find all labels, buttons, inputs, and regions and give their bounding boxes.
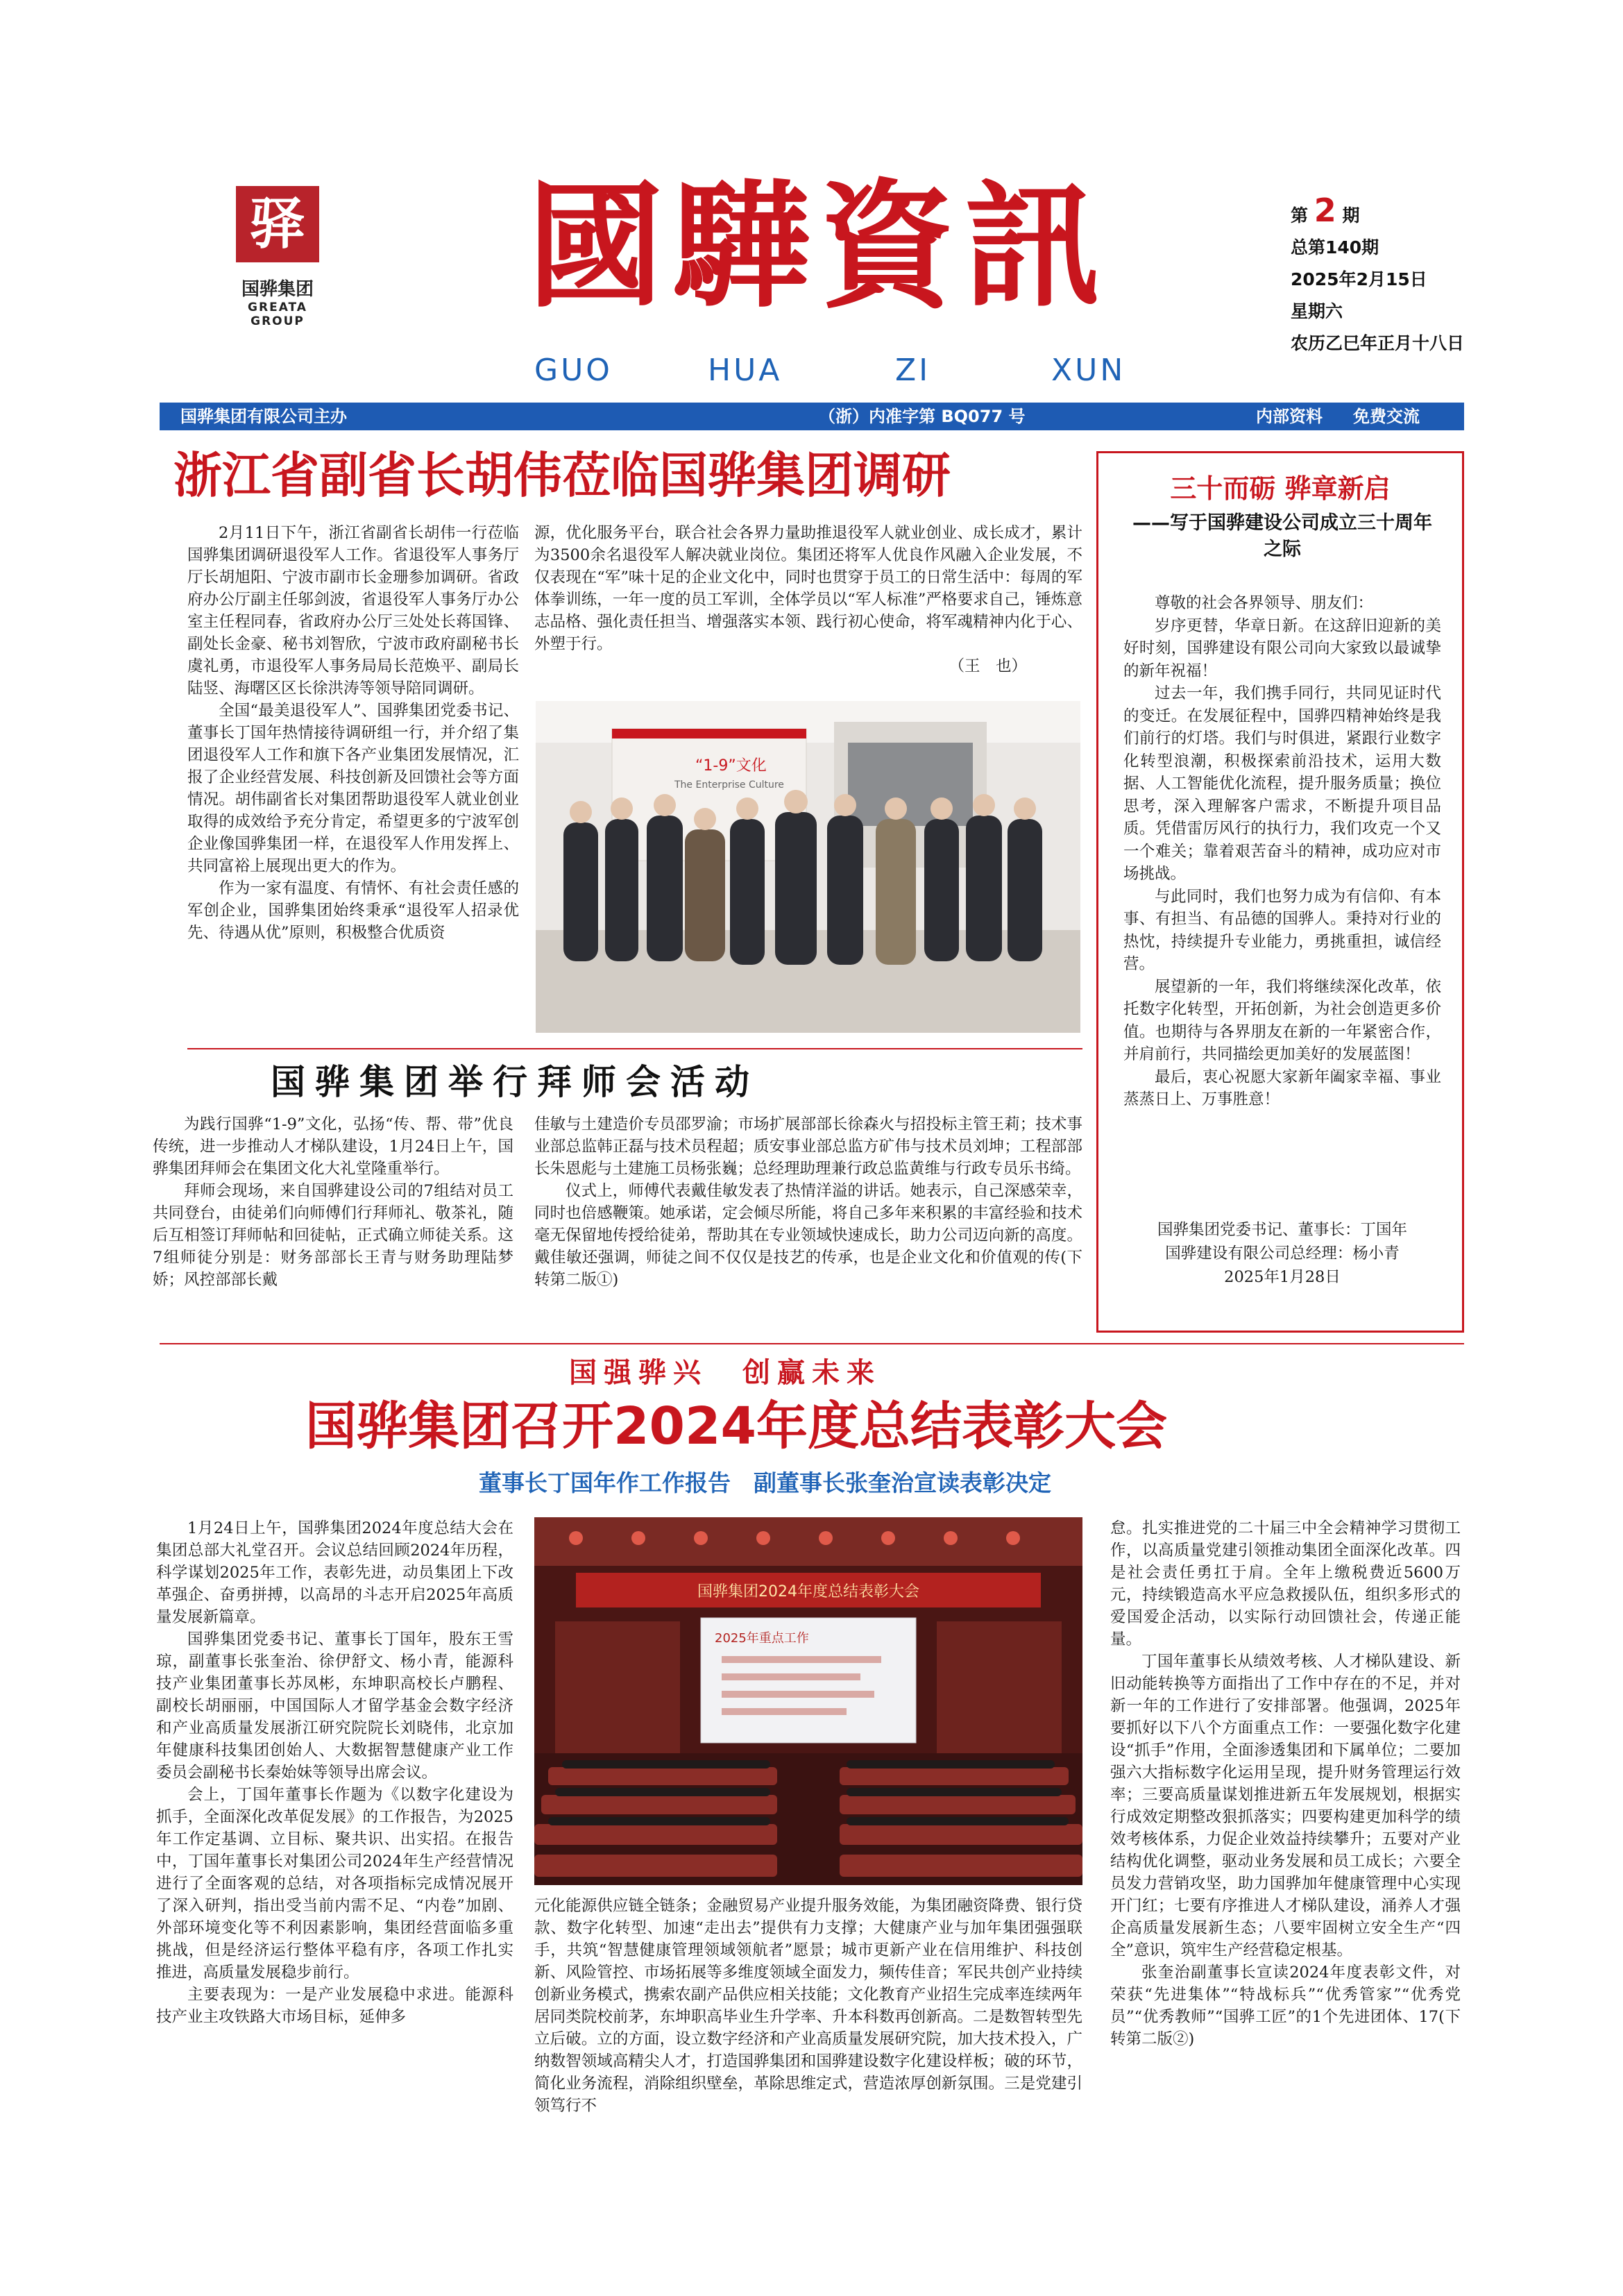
- paragraph: 全国“最美退役军人”、国骅集团党委书记、董事长丁国年热情接待调研组一行，并介绍了集团退役军人工作和旗下各产业集团发展情况，汇报了企业经营发展、科技创新及回馈社会等方面情况。胡伟副省长对集团帮助退役军人就业创业取得的成效给予充分肯定，希望更多的宁波军创企业像国骅集团一样，在退役军人作用发挥上、共同富裕上展现出更大的作为。: [187, 702, 519, 875]
- pinyin-word: GUO: [534, 353, 613, 388]
- signer-1: 国骅集团党委书记、董事长：丁国年: [1157, 1221, 1407, 1239]
- article1-author: （王 也）: [949, 657, 1027, 675]
- section-divider: [187, 1048, 1082, 1049]
- paragraph: 张奎治副董事长宣读2024年度表彰文件，对荣获“先进集体”“特战标兵”“优秀管家”“优秀党员”“优秀教师”“国骅工匠”的1个先进团体、17(下转第二版②): [1110, 1964, 1461, 2048]
- logo-english: GREATA GROUP: [248, 301, 307, 328]
- issue-info: [1291, 194, 1471, 360]
- free-note: 免费交流: [1353, 407, 1420, 426]
- article3-subhead: 董事长丁国年作工作报告 副董事长张奎治宣读表彰决定: [479, 1469, 1051, 1496]
- paragraph: 与此同时，我们也努力成为有信仰、有本事、有担当、有品德的国骅人。秉持对行业的热忱，持续提升专业能力，勇挑重担，诚信经营。: [1123, 887, 1441, 973]
- paragraph: 源，优化服务平台，联合社会各界力量助推退役军人就业创业、成长成才，累计为3500余名退役军人解决就业岗位。集团还将军人优良作风融入企业发展，不仅表现在“军”味十足的企业文化中，同时也贯穿于员工的日常生活中：每周的军体拳训练，一年一度的员工军训，全体学员以“军人标准”严格要求自己，锤炼意志品格、强化责任担当、增强落实本领、践行初心使命，将军魂精神内化于心、外塑于行。: [534, 524, 1082, 653]
- paragraph: 仪式上，师傅代表戴佳敏发表了热情洋溢的讲话。她表示，自己深感荣幸，同时也倍感鞭策。她承诺，定会倾尽所能，将自己多年来积累的丰富经验和技术毫无保留地传授给徒弟，帮助其在专业领域快速成长，助力公司迈向新的高度。戴佳敏还强调，师徒之间不仅仅是技艺的传承，也是企业文化和价值观的传(下转第二版①): [534, 1182, 1082, 1289]
- info-bar: [160, 403, 1464, 430]
- photo-visit-illustration: [536, 701, 1080, 1033]
- issue-number: [1291, 194, 1471, 232]
- sponsor-text: 国骅集团有限公司主办: [180, 407, 347, 426]
- paragraph: 2月11日下午，浙江省副省长胡伟一行莅临国骅集团调研退役军人工作。省退役军人事务厅厅长胡旭阳、宁波市副市长金珊参加调研。省政府办公厅副主任邬剑波，省退役军人事务厅办公室主任程同春，省政府办公厅三处处长蒋国锋、副处长金豪、秘书刘智欣，宁波市政府副秘书长虞礼勇，市退役军人事务局局长范焕平、副局长陆竖、海曙区区长徐洪涛等领导陪同调研。: [187, 524, 519, 698]
- paragraph: 主要表现为：一是产业发展稳中求进。能源科技产业主攻铁路大市场目标，延伸多: [156, 1986, 513, 2026]
- paragraph: 1月24日上午，国骅集团2024年度总结大会在集团总部大礼堂召开。会议总结回顾2024年历程，科学谋划2025年工作，表彰先进，动员集团上下改革强企、奋勇拼搏，以高昂的斗志开启2025年高质量发展新篇章。: [156, 1519, 513, 1626]
- article2-headline: 国骅集团举行拜师会活动: [271, 1062, 759, 1102]
- article2-col1: [153, 1113, 513, 1291]
- photo-sign-title: “1-9”文化: [695, 757, 767, 775]
- paragraph: 展望新的一年，我们将继续深化改革，依托数字化转型，开拓创新，为社会创造更多价值。也期待与各界朋友在新的一年紧密合作，并肩前行，共同描绘更加美好的发展蓝图！: [1123, 977, 1441, 1063]
- photo-screen-text: 2025年重点工作: [715, 1631, 809, 1646]
- pinyin-word: ZI: [895, 353, 931, 388]
- letter-title: 三十而砺 骅章新启: [1170, 473, 1391, 504]
- paragraph: 尊敬的社会各界领导、朋友们：: [1155, 594, 1374, 612]
- paragraph: 岁序更替，华章日新。在这辞旧迎新的美好时刻，国骅建设有限公司向大家致以最诚挚的新年祝福！: [1123, 616, 1441, 680]
- lunar-date: 农历乙巳年正月十八日: [1291, 333, 1465, 353]
- paragraph: 国骅集团党委书记、董事长丁国年，股东王雪琼，副董事长张奎治、徐伊舒文、杨小青，能源科技产业集团董事长苏凤彬，东坤职高校长卢鹏程、副校长胡丽丽，中国国际人才留学基金会数字经济和产业高质量发展浙江研究院院长刘晓伟，北京加年健康科技集团创始人、大数据智慧健康产业工作委员会副秘书长秦始妹等领导出席会议。: [156, 1630, 513, 1782]
- issue-suffix: 期: [1342, 205, 1360, 226]
- letter-signature: [1119, 1218, 1445, 1289]
- total-issue: 总第140期: [1291, 237, 1379, 258]
- section-divider: [160, 1343, 1464, 1344]
- paragraph: 元化能源供应链全链条；金融贸易产业提升服务效能，为集团融资降费、银行贷款、数字化转型、加速“走出去”提供有力支撑；大健康产业与加年集团强强联手，共筑“智慧健康管理领域领航者”愿景；城市更新产业在信用维护、科技创新、风险管控、市场拓展等多维度领域全面发力，频传佳音；军民共创产业持续创新业务模式，携索农副产品供应相关技能；文化教育产业招生完成率连续两年居同类院校前茅，东坤职高毕业生升学率、升本科数再创新高。二是数智转型先立后破。立的方面，设立数字经济和产业高质量发展研究院，加大技术投入，广纳数智领域高精尖人才，打造国骅集团和国骅建设数字化建设样板；破的环节，简化业务流程，消除组织壁垒，革除思维定式，营造浓厚创新氛围。三是党建引领笃行不: [534, 1897, 1082, 2115]
- title-pinyin: [534, 353, 1145, 387]
- newspaper-title: 國驊資訊: [527, 167, 1110, 326]
- article2-col2: [534, 1113, 1082, 1291]
- issue-no: 2: [1314, 192, 1336, 229]
- article3-kicker: 国强骅兴 创赢未来: [569, 1357, 881, 1389]
- paragraph: 过去一年，我们携手同行，共同见证时代的变迁。在发展征程中，国骅四精神始终是我们前行的灯塔。我们与时俱进，紧跟行业数字化转型浪潮，积极探索前沿技术，运用大数据、人工智能优化流程，提升服务质量；换位思考，深入理解客户需求，不断提升项目品质。凭借雷厉风行的执行力，我们攻克一个又一个难关；靠着艰苦奋斗的精神，成功应对市场挑战。: [1123, 684, 1441, 883]
- article3-col2: [534, 1895, 1082, 2117]
- new-year-letter-box: [1096, 451, 1464, 1333]
- photo-banner-text: 国骅集团2024年度总结表彰大会: [697, 1583, 919, 1601]
- letter-body: [1123, 592, 1441, 1111]
- photo-meeting-illustration: [534, 1517, 1082, 1885]
- article1-headline: 浙江省副省长胡伟莅临国骅集团调研: [173, 447, 951, 504]
- paragraph: 为践行国骅“1-9”文化，弘扬“传、帮、带”优良传统，进一步推动人才梯队建设，1月24日上午，国骅集团拜师会在集团文化大礼堂隆重举行。: [153, 1115, 513, 1178]
- internal-note: 内部资料: [1256, 407, 1323, 426]
- issue-date: 2025年2月15日: [1291, 269, 1427, 289]
- article1-col1: [187, 522, 519, 944]
- paragraph: 作为一家有温度、有情怀、有社会责任感的军创企业，国骅集团始终秉承“退役军人招录优先、待遇从优”原则，积极整合优质资: [187, 879, 519, 942]
- letter-subtitle: ——写于国骅建设公司成立三十周年之际: [1132, 512, 1432, 560]
- paragraph: 丁国年董事长从绩效考核、人才梯队建设、新旧动能转换等方面指出了工作中存在的不足，并对新一年的工作进行了安排部署。他强调，2025年要抓好以下八个方面重点工作：一要强化数字化建设“抓手”作用，全面渗透集团和下属单位；二要加强六大指标数字化运用呈现，提升财务管理运行效率；三要高质量谋划推进新五年发展规划，根据实行成效定期整改狠抓落实；四要构建更加科学的绩效考核体系，力促企业效益持续攀升；五要对产业结构优化调整，驱动业务发展和员工成长；六要全员发力营销攻坚，助力国骅加年健康管理中心实现开门红；七要有序推进人才梯队建设，涌养人才强企高质量发展新生态；八要牢固树立安全生产“四全”意识，筑牢生产经营稳定根基。: [1110, 1653, 1461, 1959]
- pinyin-word: XUN: [1051, 353, 1126, 388]
- group-logo: [222, 186, 333, 328]
- issue-weekday: 星期六: [1291, 301, 1343, 321]
- logo-name: 国骅集团: [241, 279, 314, 300]
- paragraph: 怠。扎实推进党的二十届三中全会精神学习贯彻工作，以高质量党建引领推动集团全面深化改革。四是社会责任勇扛于肩。全年上缴税费近5600万元，持续锻造高水平应急救援队伍，组织多形式的爱国爱企活动，以实际行动回馈社会，传递正能量。: [1110, 1519, 1461, 1648]
- paragraph: 佳敏与土建造价专员邵罗渝；市场扩展部部长徐森火与招投标主管王莉；技术事业部总监韩正磊与技术员程超；质安事业部总监方矿伟与技术员刘坤；工程部部长朱恩彪与土建施工员杨张巍；总经理助理兼行政总监黄维与行政专员乐书绮。: [534, 1115, 1082, 1178]
- article3-col3: [1110, 1517, 1461, 2050]
- article3-col1: [156, 1517, 513, 2028]
- article1-photo: [536, 701, 1080, 1033]
- article3-photo: [534, 1517, 1082, 1885]
- article1-col2: [534, 522, 1082, 677]
- permit-text: （浙）内准字第 BQ077 号: [819, 407, 1026, 426]
- pinyin-word: HUA: [708, 353, 783, 388]
- paragraph: 会上，丁国年董事长作题为《以数字化建设为抓手，全面深化改革促发展》的工作报告，为2025年工作定基调、立目标、聚共识、出实招。在报告中，丁国年董事长对集团公司2024年生产经营情况进行了全面客观的总结，对各项指标完成情况展开了深入研判，指出受当前内需不足、“内卷”加剧、外部环境变化等不利因素影响，集团经营面临多重挑战，但是经济运行整体平稳有序，各项工作扎实推进，高质量发展稳步前行。: [156, 1786, 513, 1982]
- paragraph: 最后，衷心祝愿大家新年阖家幸福、事业蒸蒸日上、万事胜意！: [1123, 1067, 1441, 1108]
- signer-2: 国骅建设有限公司总经理：杨小青: [1165, 1244, 1400, 1263]
- paragraph: 拜师会现场，来自国骅建设公司的7组结对员工共同登台，由徒弟们向师傅们行拜师礼、敬茶礼，随后互相签订拜师帖和回徒帖，正式确立师徒关系。这7组师徒分别是：财务部部长王青与财务助理陆梦娇；风控部部长戴: [153, 1182, 513, 1289]
- photo-sign-subtitle: The Enterprise Culture: [674, 779, 784, 791]
- logo-mark: 驿: [236, 186, 319, 262]
- issue-prefix: 第: [1291, 205, 1309, 226]
- article3-headline: 国骅集团召开2024年度总结表彰大会: [305, 1396, 1167, 1456]
- letter-date: 2025年1月28日: [1224, 1268, 1341, 1286]
